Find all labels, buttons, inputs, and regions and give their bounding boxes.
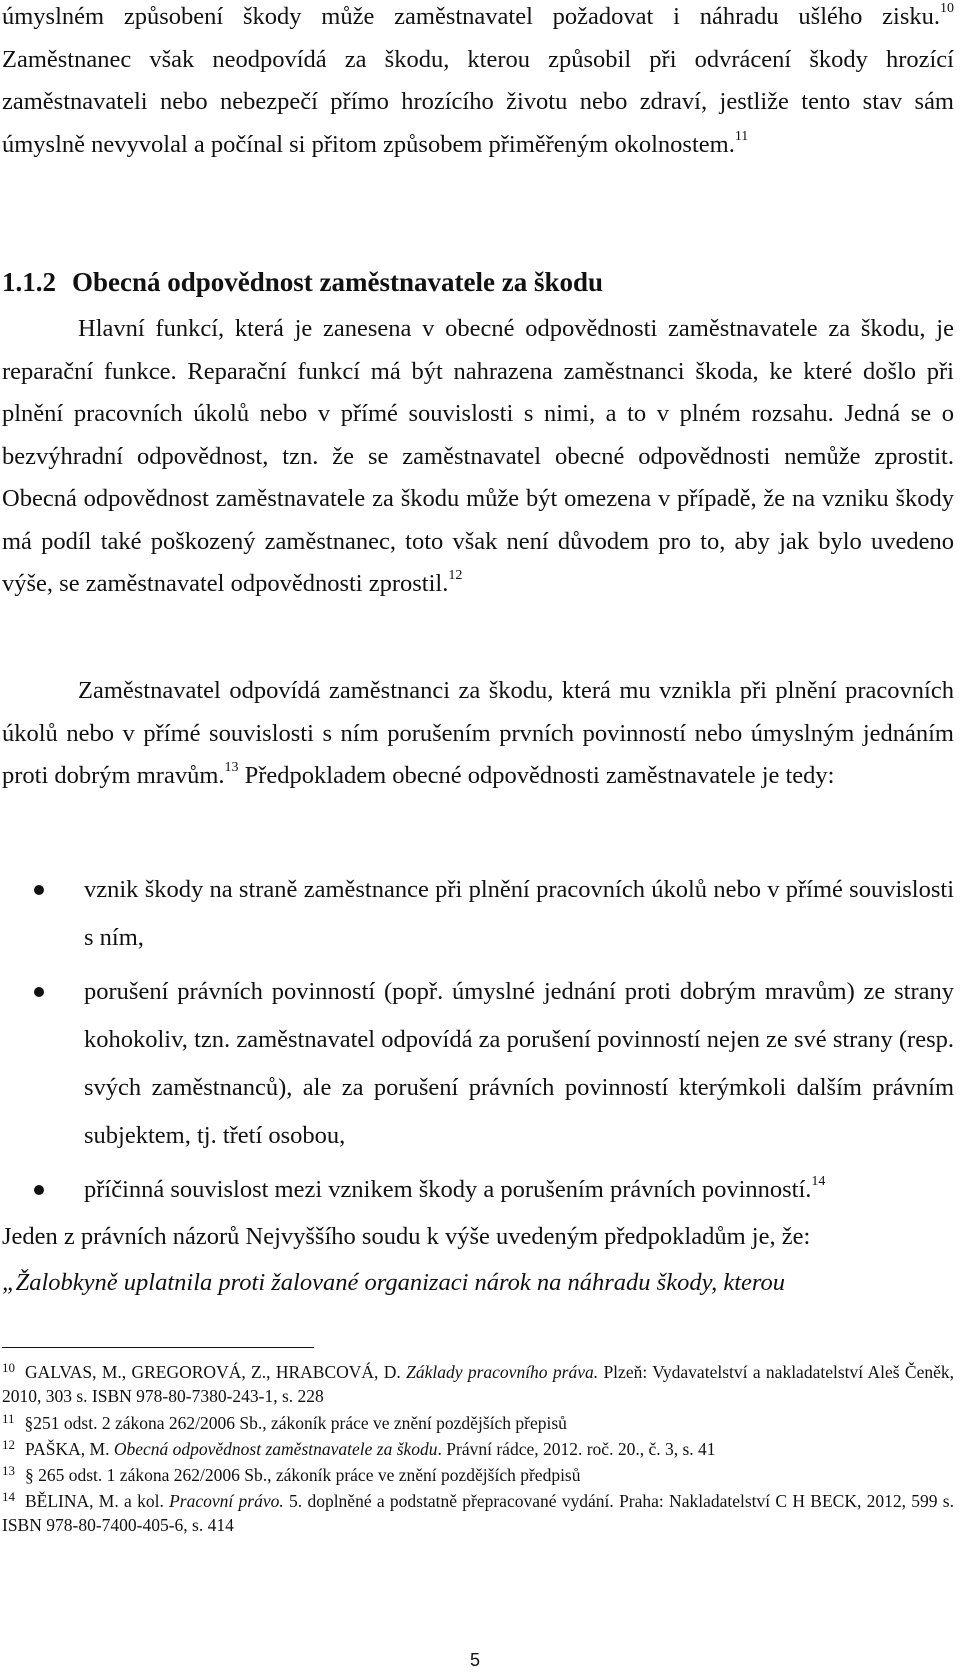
footnote-number: 10 (2, 1360, 15, 1375)
footnote-10 (2, 1360, 954, 1408)
footnote-title: Pracovní právo. (169, 1491, 284, 1511)
list-item (0, 1166, 954, 1214)
paragraph-top-line1: úmyslném způsobení škody může zaměstnavatel požadovat i náhradu ušlého zisku. (2, 3, 940, 30)
footnote-text: §251 odst. 2 zákona 262/2006 Sb., zákoník práce ve znění pozdějších přepisů (24, 1413, 567, 1433)
footnote-title: Obecná odpovědnost zaměstnavatele za škodu (113, 1439, 438, 1459)
footnote-ref-13[interactable]: 13 (224, 760, 239, 775)
footnote-text: PAŠKA, M. (25, 1439, 114, 1459)
footnote-ref-14[interactable]: 14 (811, 1174, 826, 1189)
footnote-text-rest: Plzeň: Vydavatelství a nakladatelství Aleš Čeněk, 2010, 303 s. ISBN 978-80-7380-243-1, s. 228 (2, 1362, 954, 1406)
paragraph-2-text-a: Zaměstnavatel odpovídá zaměstnanci za škodu, která mu vznikla při plnění pracovních úkolů nebo v přímé souvislosti s ním porušením prvních povinností nebo úmyslným jednáním proti dobrým mravům. (2, 677, 954, 789)
footnote-14 (2, 1489, 954, 1537)
footnote-text-rest: 5. doplněné a podstatně přepracované vydání. Praha: Nakladatelství C H BECK, 2012, 599 s. ISBN 978-80-7400-405-6, s. 414 (2, 1491, 954, 1535)
footnote-ref-10[interactable]: 10 (940, 1, 954, 16)
footnote-text: GALVAS, M., GREGOROVÁ, Z., HRABCOVÁ, D. (25, 1362, 407, 1382)
section-heading (2, 262, 603, 302)
page-number: 5 (470, 1650, 481, 1670)
paragraph-1-text: Hlavní funkcí, která je zanesena v obecné odpovědnosti zaměstnavatele za škodu, je reparační funkce. Reparační funkcí má být nahrazena zaměstnanci škoda, ke které došlo při plnění pracovních úkolů nebo v přímé souvislosti s nimi, a to v plném rozsahu. Jedná se o bezvýhradní odpovědnost, tzn. že se zaměstnavatel obecné odpovědnosti nemůže zprostit. Obecná odpovědnost zaměstnavatele za škodu může být omezena v případě, že na vzniku škody má podíl také poškozený zaměstnanec, toto však není důvodem pro to, aby jak bylo uvedeno výše, se zaměstnavatel odpovědnosti zprostil. (2, 315, 954, 597)
bullet-icon (34, 885, 44, 895)
section-title: Obecná odpovědnost zaměstnavatele za škodu (72, 267, 604, 297)
footnote-11 (2, 1411, 954, 1435)
paragraph-2 (2, 670, 954, 798)
section-number: 1.1.2 (2, 267, 56, 297)
footnote-13 (2, 1463, 954, 1487)
paragraph-3-text: Jeden z právních názorů Nejvyššího soudu k výše uvedeným předpokladům je, že: (2, 1223, 811, 1250)
list-item (0, 968, 954, 1160)
footnote-12 (2, 1437, 954, 1461)
paragraph-top-rest: Zaměstnanec však neodpovídá za škodu, kterou způsobil při odvrácení škody hrozící zaměstnavateli nebo nebezpečí přímo hrozícího životu nebo zdraví, jestliže tento stav sám úmyslně nevyvolal a počínal si přitom způsobem přiměřeným okolnostem. (2, 45, 954, 158)
list-item (0, 866, 954, 962)
footnote-number: 12 (2, 1437, 15, 1452)
paragraph-1 (2, 308, 954, 606)
footnote-number: 14 (2, 1489, 15, 1504)
list-item-text: příčinná souvislost mezi vznikem škody a porušením právních povinností. (84, 1176, 812, 1203)
paragraph-2-text-b: Předpokladem obecné odpovědnosti zaměstnavatele je tedy: (238, 762, 835, 789)
quote-text: „Žalobkyně uplatnila proti žalované organizaci nárok na náhradu škody, kterou (2, 1269, 786, 1296)
footnote-text-rest: . Právní rádce, 2012. roč. 20., č. 3, s. 41 (437, 1439, 716, 1459)
footnote-number: 13 (2, 1463, 15, 1478)
footnote-ref-12[interactable]: 12 (448, 568, 463, 583)
requirements-list (0, 866, 954, 1220)
list-item-text: porušení právních povinností (popř. úmyslné jednání proti dobrým mravům) ze strany kohokoliv, tzn. zaměstnavatel odpovídá za porušení povinností nejen ze své strany (resp. svých zaměstnanců), ale za porušení právních povinností kterýmkoli dalším právním subjektem, tj. třetí osobou, (84, 978, 954, 1149)
list-item-text: vznik škody na straně zaměstnance při plnění pracovních úkolů nebo v přímé souvislosti s ním, (84, 876, 954, 951)
footnote-text: BĚLINA, M. a kol. (25, 1491, 170, 1511)
footnote-text: § 265 odst. 1 zákona 262/2006 Sb., zákoník práce ve znění pozdějších předpisů (25, 1465, 581, 1485)
footnote-number: 11 (2, 1411, 15, 1426)
bullet-icon (34, 987, 44, 997)
paragraph-top (2, 0, 954, 166)
footnote-divider (2, 1347, 314, 1348)
paragraph-3 (2, 1214, 954, 1306)
footnote-ref-11[interactable]: 11 (734, 128, 749, 144)
footnote-title: Základy pracovního práva. (406, 1362, 599, 1382)
bullet-icon (34, 1185, 44, 1195)
